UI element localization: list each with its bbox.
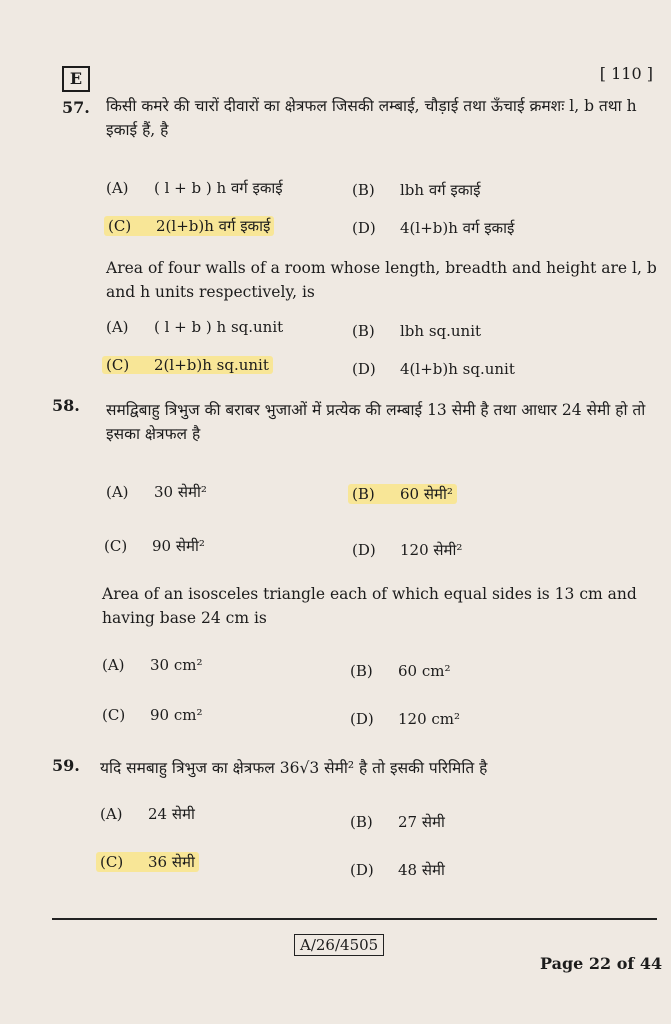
footer-divider (52, 918, 657, 920)
option-label: (B) (350, 662, 373, 680)
option-label: (A) (100, 805, 123, 823)
option-d-english (352, 360, 515, 378)
option-c-hindi-highlighted (96, 852, 199, 872)
question-number: 58. (52, 396, 80, 415)
option-a-english (102, 656, 203, 674)
option-label: (B) (352, 322, 375, 340)
option-value: 48 सेमी (398, 861, 445, 879)
set-label-box: E (62, 66, 90, 92)
option-label: (C) (102, 706, 126, 724)
option-label: (D) (352, 541, 376, 559)
option-c-english (102, 706, 203, 724)
question-text-hindi: समद्विबाहु त्रिभुज की बराबर भुजाओं में प्रत्येक की लम्बाई 13 सेमी है तथा आधार 24 सेमी हो तो इसका क्षेत्रफल है (106, 401, 646, 443)
option-value: 30 cm² (150, 656, 203, 674)
option-value: lbh sq.unit (400, 322, 482, 340)
paper-code-box: A/26/4505 (294, 934, 384, 956)
option-value: 60 cm² (398, 662, 451, 680)
page-code: [ 110 ] (599, 64, 653, 83)
option-a-hindi (106, 482, 207, 502)
option-value: 120 सेमी² (400, 541, 463, 559)
option-a-english (106, 318, 283, 336)
question-text-hindi: किसी कमरे की चारों दीवारों का क्षेत्रफल जिसकी लम्बाई, चौड़ाई तथा ऊँचाई क्रमशः l, b तथा h इकाई हैं, है (106, 97, 637, 139)
question-text-english: Area of an isosceles triangle each of which equal sides is 13 cm and having base 24 cm is (102, 585, 637, 627)
option-label: (D) (350, 710, 374, 728)
option-b-hindi-highlighted (348, 484, 457, 504)
question-number: 57. (62, 98, 90, 117)
option-b-hindi (350, 812, 445, 832)
option-label: (D) (352, 360, 376, 378)
option-label: (A) (106, 318, 129, 336)
option-a-hindi (106, 178, 283, 198)
option-value: 27 सेमी (398, 813, 445, 831)
option-value: 4(l+b)h sq.unit (400, 360, 515, 378)
option-label: (C) (108, 217, 132, 235)
option-d-hindi (350, 860, 445, 880)
option-label: (B) (350, 813, 373, 831)
option-value: 4(l+b)h वर्ग इकाई (400, 219, 515, 237)
option-value: 24 सेमी (148, 805, 195, 823)
option-value: 60 सेमी² (400, 485, 453, 503)
question-text-english: Area of four walls of a room whose length, breadth and height are l, b and h units respectively, is (106, 259, 657, 301)
option-label: (C) (106, 356, 130, 374)
option-value: 36 सेमी (148, 853, 195, 871)
option-label: (B) (352, 485, 375, 503)
option-label: (A) (102, 656, 125, 674)
option-label: (B) (352, 181, 375, 199)
option-d-english (350, 710, 460, 728)
option-value: ( l + b ) h sq.unit (154, 318, 284, 336)
option-value: 30 सेमी² (154, 483, 207, 501)
option-d-hindi (352, 540, 462, 560)
option-c-hindi-highlighted (104, 216, 274, 236)
option-value: 2(l+b)h वर्ग इकाई (156, 217, 271, 235)
option-label: (C) (100, 853, 124, 871)
question-text-hindi: यदि समबाहु त्रिभुज का क्षेत्रफल 36√3 सेमी² है तो इसकी परिमिति है (100, 759, 488, 777)
option-value: 90 सेमी² (152, 537, 205, 555)
option-b-hindi (352, 180, 481, 200)
option-label: (D) (352, 219, 376, 237)
question-number: 59. (52, 756, 80, 775)
page-footer-label: Page 22 of 44 (540, 954, 663, 973)
option-label: (A) (106, 483, 129, 501)
option-c-english-highlighted (102, 356, 273, 374)
option-a-hindi (100, 804, 195, 824)
option-value: lbh वर्ग इकाई (400, 181, 481, 199)
option-d-hindi (352, 218, 514, 238)
option-label: (D) (350, 861, 374, 879)
option-value: 90 cm² (150, 706, 203, 724)
option-b-english (352, 322, 481, 340)
option-c-hindi (104, 536, 205, 556)
option-value: 2(l+b)h sq.unit (154, 356, 269, 374)
option-value: 120 cm² (398, 710, 461, 728)
option-label: (A) (106, 179, 129, 197)
option-b-english (350, 662, 451, 680)
option-label: (C) (104, 537, 128, 555)
option-value: ( l + b ) h वर्ग इकाई (154, 179, 283, 197)
